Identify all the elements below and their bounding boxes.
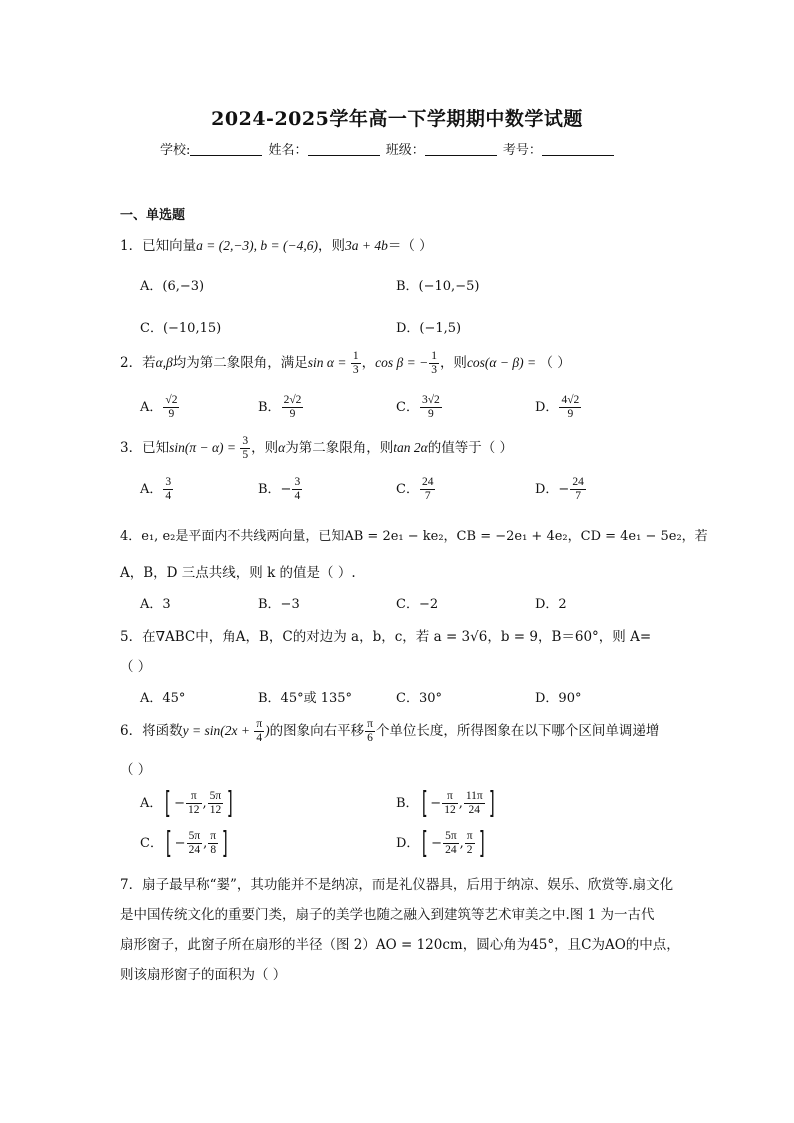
q1-option-a[interactable]: A．(6,−3) (140, 279, 205, 294)
q1-mid: ，则 (318, 238, 346, 254)
q4-option-b[interactable]: B．−3 (258, 597, 300, 612)
question-7-line-1: 7．扇子最早称“翣”，其功能并不是纳凉，而是礼仪器具，后用于纳凉、娱乐、欣赏等.扇文化 (120, 877, 674, 893)
q6-option-a[interactable]: A．[ − $\frac{\pi}{12}$ , $\frac{5\pi}{12}$ ] (140, 786, 234, 821)
q2-mid1: 均为第二象限角，满足 (172, 355, 308, 371)
q3-alpha: α (278, 440, 286, 455)
q2-option-d[interactable]: D． $\frac{4√2}{9}$ (535, 394, 580, 420)
q3-mid2: 为第二象限角，则 (285, 440, 394, 456)
q5-option-b[interactable]: B．45°或 135° (258, 691, 353, 706)
question-7-line-3: 扇形窗子，此窗子所在扇形的半径（图 2）AO = 120cm，圆心角为45°，且C为AO的中点， (120, 937, 680, 953)
q2-comma: ， (361, 355, 376, 371)
question-4-line-2: A，B，D 三点共线，则 k 的值是（ ）. (120, 565, 356, 581)
q2-mid2: ，则 (439, 355, 467, 371)
q1-option-c[interactable]: C．(−10,15) (140, 321, 222, 336)
name-blank[interactable] (308, 142, 380, 156)
q2-option-b[interactable]: B． $\frac{2√2}{9}$ (258, 394, 302, 420)
q3-frac: $\frac{3}{5}$ (242, 435, 249, 461)
question-6-line-2: （ ） (120, 762, 152, 778)
q2-cos: cos β = − (375, 355, 429, 370)
q5-option-c[interactable]: C．30° (396, 691, 442, 706)
q6-close: ) (265, 723, 270, 738)
q1-suffix: ＝（ ） (387, 238, 433, 254)
q3-expr: sin(π − α) = (169, 440, 240, 455)
q6-option-d[interactable]: D．[ − $\frac{5\pi}{24}$ , $\frac{\pi}{2}$ ] (396, 826, 485, 861)
school-blank[interactable] (190, 142, 262, 156)
student-info-row (160, 139, 616, 158)
q4-option-d[interactable]: D．2 (535, 597, 567, 612)
q1-prefix: 1．已知向量 (120, 238, 197, 254)
q2-option-a[interactable]: A． $\frac{√2}{9}$ (140, 394, 178, 420)
q6-mid: 的图象向右平移 (269, 723, 365, 739)
q3-option-a[interactable]: A． $\frac{3}{4}$ (140, 476, 172, 502)
q1-vectors: a = (2,−3), b = (−4,6) (196, 238, 319, 253)
school-label: 学校: (160, 143, 191, 158)
number-blank[interactable] (542, 142, 614, 156)
q2-frac1: $\frac{1}{3}$ (352, 350, 359, 376)
q3-tan: tan 2α (393, 440, 428, 455)
q4-option-c[interactable]: C．−2 (396, 597, 439, 612)
q2-prefix: 2．若 (120, 355, 156, 371)
q3-mid1: ，则 (251, 440, 279, 456)
q2-greek: α,β (155, 355, 173, 370)
q6-frac2: $\frac{\pi}{6}$ (367, 718, 373, 744)
q6-option-b[interactable]: B．[ − $\frac{\pi}{12}$ , $\frac{11\pi}{24}$ ] (396, 786, 495, 821)
q5-option-d[interactable]: D．90° (535, 691, 582, 706)
q5-option-a[interactable]: A．45° (140, 691, 186, 706)
q1-option-d[interactable]: D．(−1,5) (396, 321, 462, 336)
q2-option-c[interactable]: C． $\frac{3√2}{9}$ (396, 394, 440, 420)
question-4-line-1: 4．e₁, e₂是平面内不共线两向量，已知AB = 2e₁ − ke₂，CB = −2e₁ + 4e₂，CD = 4e₁ − 5e₂，若 (120, 529, 708, 544)
q2-expr: cos(α − β) = (466, 355, 540, 370)
page-title: 2024-2025学年高一下学期期中数学试题 (211, 108, 583, 130)
question-5-line-2: （ ） (120, 659, 152, 675)
question-5-line-1: 5．在∇ABC中，角A，B，C的对边为 a，b，c，若 a = 3√6，b = 9，B＝60°，则 A= (120, 629, 652, 645)
question-7-line-4: 则该扇形窗子的面积为（ ） (120, 967, 287, 983)
q2-suffix: （ ） (539, 355, 571, 371)
q2-sin: sin α = (307, 355, 350, 370)
q3-suffix: 的值等于（ ） (427, 440, 514, 456)
q6-option-c[interactable]: C．[ − $\frac{5\pi}{24}$ , $\frac{\pi}{8}$ ] (140, 826, 228, 861)
q6-func: y = sin(2x + (182, 723, 254, 738)
class-blank[interactable] (425, 142, 497, 156)
q6-frac1: $\frac{\pi}{4}$ (256, 718, 263, 744)
q3-option-d[interactable]: D．− $\frac{24}{7}$ (535, 476, 584, 502)
section-heading: 一、单选题 (120, 208, 186, 223)
name-label: 姓名： (268, 143, 308, 158)
question-7-line-2: 是中国传统文化的重要门类，扇子的美学也随之融入到建筑等艺术审美之中.图 1 为一古代 (120, 907, 655, 923)
class-label: 班级： (385, 143, 425, 158)
number-label: 考号： (502, 143, 542, 158)
q2-frac2: $\frac{1}{3}$ (431, 350, 437, 376)
question-2 (120, 350, 571, 377)
question-1 (120, 234, 433, 254)
q3-prefix: 3．已知 (120, 440, 170, 456)
q6-prefix: 6．将函数 (120, 723, 183, 739)
question-3 (120, 435, 513, 462)
q3-option-c[interactable]: C． $\frac{24}{7}$ (396, 476, 434, 502)
q1-option-b[interactable]: B．(−10,−5) (396, 279, 480, 294)
q1-expr: 3a + 4b (345, 238, 388, 253)
q6-suffix: 个单位长度，所得图象在以下哪个区间单调递增 (375, 723, 660, 739)
q3-option-b[interactable]: B．− $\frac{3}{4}$ (258, 476, 301, 502)
question-6 (120, 718, 659, 745)
q4-option-a[interactable]: A．3 (140, 597, 171, 612)
